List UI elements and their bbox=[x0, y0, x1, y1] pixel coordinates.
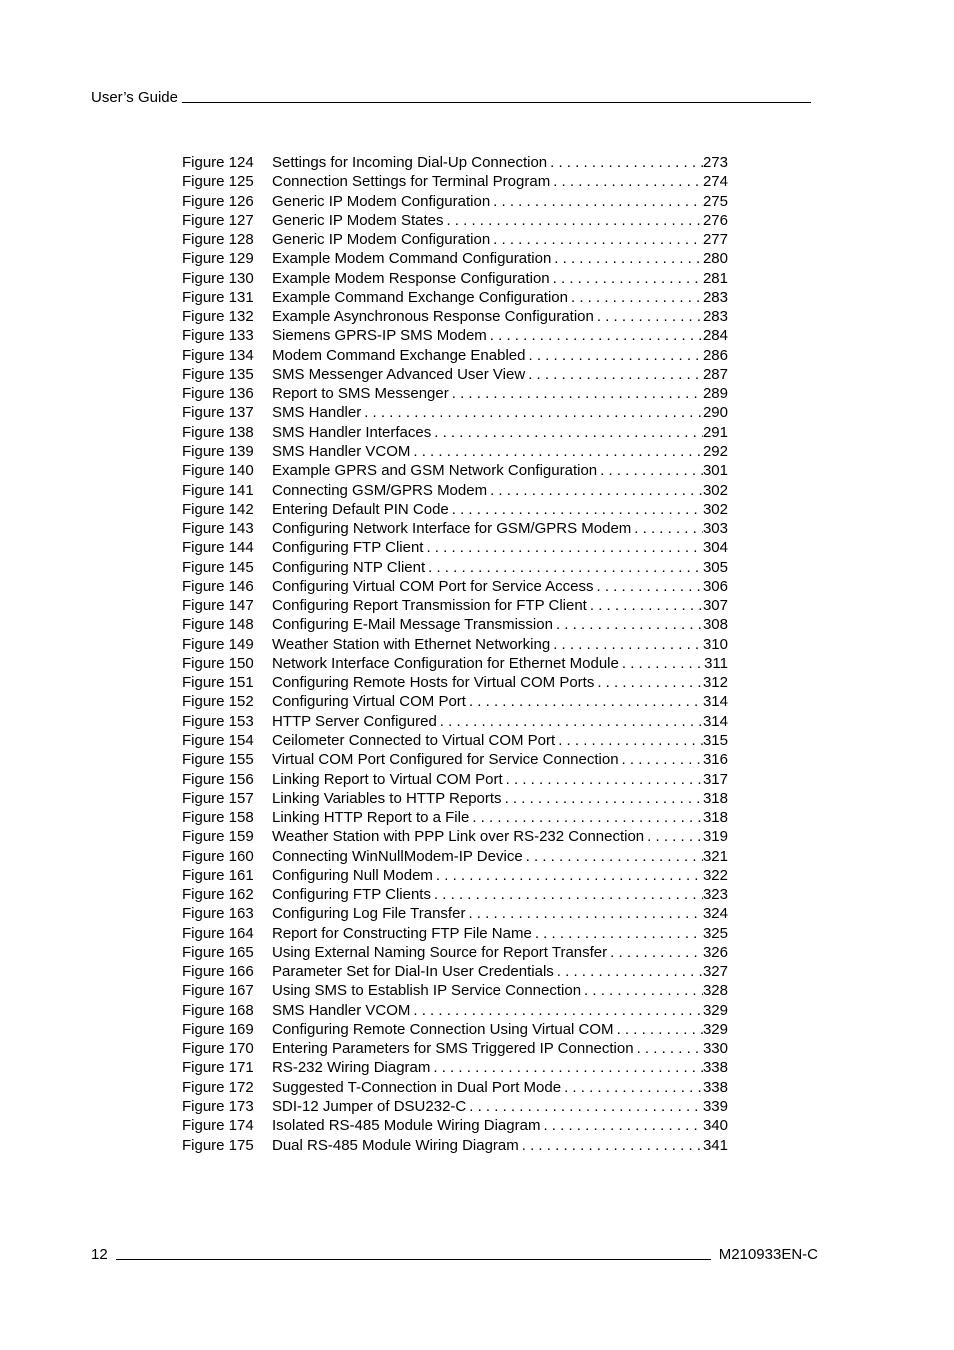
toc-dot-leader bbox=[433, 866, 703, 885]
toc-dot-leader bbox=[519, 1136, 703, 1155]
toc-entry[interactable] bbox=[182, 808, 728, 827]
toc-page-number: 340 bbox=[702, 1117, 728, 1135]
toc-dot-leader bbox=[614, 1020, 703, 1039]
toc-figure-number: Figure 175 bbox=[182, 1136, 254, 1154]
toc-dot-leader bbox=[503, 770, 703, 789]
toc-figure-title: HTTP Server Configured bbox=[272, 712, 437, 730]
toc-entry[interactable] bbox=[182, 712, 728, 731]
header-rule bbox=[182, 102, 811, 103]
toc-figure-title: RS-232 Wiring Diagram bbox=[272, 1059, 431, 1077]
toc-figure-title: Configuring Log File Transfer bbox=[272, 905, 466, 923]
toc-figure-title: Configuring Report Transmission for FTP Client bbox=[272, 597, 587, 615]
toc-figure-number: Figure 138 bbox=[182, 423, 254, 441]
toc-page-number: 276 bbox=[702, 211, 728, 229]
toc-figure-title: Example Modem Command Configuration bbox=[272, 250, 552, 268]
toc-page-number: 314 bbox=[702, 693, 728, 711]
toc-page-number: 307 bbox=[702, 597, 728, 615]
toc-dot-leader bbox=[540, 1116, 703, 1135]
toc-figure-title: Virtual COM Port Configured for Service Connection bbox=[272, 751, 619, 769]
toc-figure-number: Figure 126 bbox=[182, 192, 254, 210]
toc-figure-title: SMS Messenger Advanced User View bbox=[272, 365, 526, 383]
toc-page-number: 338 bbox=[702, 1078, 728, 1096]
toc-page-number: 292 bbox=[702, 442, 728, 460]
toc-figure-title: Configuring NTP Client bbox=[272, 558, 426, 576]
toc-figure-number: Figure 132 bbox=[182, 308, 254, 326]
toc-figure-title: Report to SMS Messenger bbox=[272, 385, 449, 403]
toc-figure-title: Entering Parameters for SMS Triggered IP Connection bbox=[272, 1040, 634, 1058]
toc-dot-leader bbox=[523, 847, 703, 866]
toc-page-number: 274 bbox=[702, 173, 728, 191]
toc-figure-number: Figure 160 bbox=[182, 847, 254, 865]
toc-entry[interactable] bbox=[182, 1001, 728, 1020]
toc-figure-number: Figure 151 bbox=[182, 674, 254, 692]
toc-entry[interactable] bbox=[182, 654, 728, 673]
toc-dot-leader bbox=[619, 654, 704, 673]
toc-figure-number: Figure 159 bbox=[182, 828, 254, 846]
toc-page-number: 339 bbox=[702, 1098, 728, 1116]
toc-page-number: 305 bbox=[702, 558, 728, 576]
toc-dot-leader bbox=[443, 211, 703, 230]
toc-figure-number: Figure 157 bbox=[182, 789, 254, 807]
toc-page-number: 314 bbox=[702, 712, 728, 730]
toc-entry[interactable] bbox=[182, 981, 728, 1000]
toc-dot-leader bbox=[532, 924, 703, 943]
toc-page-number: 321 bbox=[702, 847, 728, 865]
toc-dot-leader bbox=[597, 461, 703, 480]
toc-figure-number: Figure 155 bbox=[182, 751, 254, 769]
toc-page-number: 311 bbox=[704, 654, 728, 672]
toc-page-number: 301 bbox=[702, 462, 728, 480]
toc-entry[interactable] bbox=[182, 288, 728, 307]
toc-figure-number: Figure 171 bbox=[182, 1059, 254, 1077]
toc-figure-title: Ceilometer Connected to Virtual COM Port bbox=[272, 731, 556, 749]
toc-figure-number: Figure 137 bbox=[182, 404, 254, 422]
toc-dot-leader bbox=[554, 962, 703, 981]
toc-dot-leader bbox=[410, 442, 703, 461]
toc-entry[interactable] bbox=[182, 384, 728, 403]
toc-figure-title: Configuring E-Mail Message Transmission bbox=[272, 616, 553, 634]
toc-page-number: 327 bbox=[702, 963, 728, 981]
toc-entry[interactable] bbox=[182, 904, 728, 923]
toc-dot-leader bbox=[547, 153, 703, 172]
toc-dot-leader bbox=[594, 577, 703, 596]
toc-dot-leader bbox=[465, 904, 703, 923]
toc-figure-title: Example Command Exchange Configuration bbox=[272, 288, 568, 306]
toc-figure-number: Figure 165 bbox=[182, 943, 254, 961]
toc-figure-number: Figure 124 bbox=[182, 154, 254, 171]
toc-dot-leader bbox=[594, 307, 703, 326]
toc-figure-number: Figure 156 bbox=[182, 770, 254, 788]
toc-figure-title: Connecting GSM/GPRS Modem bbox=[272, 481, 488, 499]
toc-entry[interactable] bbox=[182, 847, 728, 866]
toc-entry[interactable] bbox=[182, 1116, 728, 1135]
toc-entry[interactable] bbox=[182, 770, 728, 789]
toc-dot-leader bbox=[469, 808, 703, 827]
toc-entry[interactable] bbox=[182, 365, 728, 384]
toc-figure-title: Parameter Set for Dial-In User Credentials bbox=[272, 963, 554, 981]
toc-figure-number: Figure 152 bbox=[182, 693, 254, 711]
toc-page-number: 287 bbox=[702, 365, 728, 383]
toc-dot-leader bbox=[631, 519, 703, 538]
toc-entry[interactable] bbox=[182, 519, 728, 538]
toc-figure-title: Configuring Null Modem bbox=[272, 866, 433, 884]
toc-page-number: 312 bbox=[702, 674, 728, 692]
header-title: User’s Guide bbox=[91, 89, 178, 106]
toc-dot-leader bbox=[431, 423, 703, 442]
toc-figure-title: Configuring FTP Clients bbox=[272, 886, 431, 904]
toc-dot-leader bbox=[423, 538, 703, 557]
toc-dot-leader bbox=[449, 500, 703, 519]
toc-dot-leader bbox=[466, 1097, 703, 1116]
toc-figure-title: Isolated RS-485 Module Wiring Diagram bbox=[272, 1117, 541, 1135]
toc-figure-title: Entering Default PIN Code bbox=[272, 500, 449, 518]
toc-figure-number: Figure 142 bbox=[182, 500, 254, 518]
toc-figure-title: Dual RS-485 Module Wiring Diagram bbox=[272, 1136, 519, 1154]
toc-dot-leader bbox=[525, 365, 703, 384]
toc-figure-title: Network Interface Configuration for Ethernet Module bbox=[272, 654, 619, 672]
toc-figure-number: Figure 136 bbox=[182, 385, 254, 403]
toc-figure-title: SMS Handler VCOM bbox=[272, 442, 411, 460]
toc-dot-leader bbox=[449, 384, 703, 403]
toc-page-number: 326 bbox=[702, 943, 728, 961]
toc-page-number: 324 bbox=[702, 905, 728, 923]
toc-figure-number: Figure 143 bbox=[182, 520, 254, 538]
toc-entry[interactable] bbox=[182, 1078, 728, 1097]
footer-page-number: 12 bbox=[91, 1246, 108, 1263]
toc-entry[interactable] bbox=[182, 307, 728, 326]
toc-dot-leader bbox=[594, 673, 703, 692]
toc-page-number: 318 bbox=[702, 789, 728, 807]
toc-figure-number: Figure 163 bbox=[182, 905, 254, 923]
toc-entry[interactable] bbox=[182, 789, 728, 808]
toc-figure-title: Modem Command Exchange Enabled bbox=[272, 346, 526, 364]
toc-figure-number: Figure 164 bbox=[182, 924, 254, 942]
toc-page-number: 322 bbox=[702, 866, 728, 884]
toc-dot-leader bbox=[466, 692, 703, 711]
toc-figure-title: Configuring Remote Connection Using Virtual COM bbox=[272, 1020, 614, 1038]
toc-entry[interactable] bbox=[182, 924, 728, 943]
toc-dot-leader bbox=[634, 1039, 703, 1058]
toc-page-number: 323 bbox=[702, 886, 728, 904]
toc-figure-title: Configuring FTP Client bbox=[272, 539, 424, 557]
toc-dot-leader bbox=[555, 731, 703, 750]
toc-entry[interactable] bbox=[182, 230, 728, 249]
toc-page-number: 290 bbox=[702, 404, 728, 422]
toc-dot-leader bbox=[410, 1001, 703, 1020]
toc-figure-number: Figure 129 bbox=[182, 250, 254, 268]
toc-dot-leader bbox=[425, 558, 703, 577]
toc-dot-leader bbox=[525, 346, 702, 365]
toc-entry[interactable] bbox=[182, 1136, 728, 1155]
toc-figure-title: Linking Report to Virtual COM Port bbox=[272, 770, 503, 788]
toc-figure-title: Connection Settings for Terminal Program bbox=[272, 173, 551, 191]
toc-dot-leader bbox=[581, 981, 703, 1000]
toc-figure-number: Figure 154 bbox=[182, 731, 254, 749]
toc-figure-title: Generic IP Modem Configuration bbox=[272, 231, 491, 249]
toc-page-number: 317 bbox=[702, 770, 728, 788]
toc-entry[interactable] bbox=[182, 596, 728, 615]
toc-dot-leader bbox=[553, 615, 703, 634]
toc-dot-leader bbox=[487, 481, 703, 500]
toc-entry[interactable] bbox=[182, 442, 728, 461]
toc-figure-title: Configuring Virtual COM Port for Service Access bbox=[272, 577, 594, 595]
toc-figure-number: Figure 167 bbox=[182, 982, 254, 1000]
toc-figure-number: Figure 161 bbox=[182, 866, 254, 884]
toc-figure-number: Figure 130 bbox=[182, 269, 254, 287]
toc-entry[interactable] bbox=[182, 346, 728, 365]
toc-entry[interactable] bbox=[182, 692, 728, 711]
toc-page-number: 273 bbox=[702, 154, 728, 171]
toc-page-number: 303 bbox=[702, 520, 728, 538]
toc-figure-title: Using External Naming Source for Report Transfer bbox=[272, 943, 608, 961]
toc-figure-number: Figure 173 bbox=[182, 1098, 254, 1116]
toc-figure-number: Figure 146 bbox=[182, 577, 254, 595]
toc-figure-title: Generic IP Modem States bbox=[272, 211, 444, 229]
toc-figure-title: SDI-12 Jumper of DSU232-C bbox=[272, 1098, 467, 1116]
toc-entry[interactable] bbox=[182, 403, 728, 422]
toc-entry[interactable] bbox=[182, 866, 728, 885]
toc-dot-leader bbox=[619, 750, 703, 769]
toc-entry[interactable] bbox=[182, 635, 728, 654]
toc-figure-title: Weather Station with PPP Link over RS-232 Connection bbox=[272, 828, 645, 846]
toc-page-number: 310 bbox=[702, 635, 728, 653]
toc-entry[interactable] bbox=[182, 577, 728, 596]
toc-entry[interactable] bbox=[182, 153, 728, 172]
toc-page-number: 286 bbox=[702, 346, 728, 364]
toc-entry[interactable] bbox=[182, 500, 728, 519]
toc-entry[interactable] bbox=[182, 423, 728, 442]
page-footer bbox=[91, 1243, 818, 1263]
toc-figure-number: Figure 166 bbox=[182, 963, 254, 981]
toc-figure-title: Using SMS to Establish IP Service Connection bbox=[272, 982, 582, 1000]
toc-figure-title: Example Asynchronous Response Configuration bbox=[272, 308, 594, 326]
toc-figure-number: Figure 140 bbox=[182, 462, 254, 480]
toc-figure-number: Figure 148 bbox=[182, 616, 254, 634]
toc-dot-leader bbox=[561, 1078, 703, 1097]
toc-page-number: 315 bbox=[702, 731, 728, 749]
toc-figure-number: Figure 147 bbox=[182, 597, 254, 615]
toc-page-number: 277 bbox=[702, 231, 728, 249]
toc-entry[interactable] bbox=[182, 481, 728, 500]
toc-page-number: 308 bbox=[702, 616, 728, 634]
toc-page-number: 325 bbox=[702, 924, 728, 942]
toc-dot-leader bbox=[490, 230, 703, 249]
toc-figure-number: Figure 135 bbox=[182, 365, 254, 383]
toc-figure-number: Figure 153 bbox=[182, 712, 254, 730]
toc-figure-title: Suggested T-Connection in Dual Port Mode bbox=[272, 1078, 562, 1096]
footer-rule bbox=[116, 1259, 711, 1260]
toc-figure-title: Report for Constructing FTP File Name bbox=[272, 924, 532, 942]
toc-entry[interactable] bbox=[182, 192, 728, 211]
toc-page-number: 319 bbox=[702, 828, 728, 846]
toc-page-number: 283 bbox=[702, 288, 728, 306]
toc-entry[interactable] bbox=[182, 731, 728, 750]
toc-entry[interactable] bbox=[182, 827, 728, 846]
toc-page-number: 281 bbox=[702, 269, 728, 287]
toc-figure-title: Example Modem Response Configuration bbox=[272, 269, 550, 287]
toc-figure-title: Siemens GPRS-IP SMS Modem bbox=[272, 327, 487, 345]
toc-dot-leader bbox=[607, 943, 703, 962]
toc-entry[interactable] bbox=[182, 1097, 728, 1116]
toc-entry[interactable] bbox=[182, 558, 728, 577]
toc-figure-number: Figure 131 bbox=[182, 288, 254, 306]
toc-figure-number: Figure 168 bbox=[182, 1001, 254, 1019]
toc-page-number: 329 bbox=[702, 1020, 728, 1038]
toc-figure-title: Configuring Network Interface for GSM/GPRS Modem bbox=[272, 520, 632, 538]
toc-dot-leader bbox=[550, 269, 703, 288]
toc-entry[interactable] bbox=[182, 249, 728, 268]
toc-page-number: 341 bbox=[702, 1136, 728, 1154]
toc-entry[interactable] bbox=[182, 615, 728, 634]
toc-figure-title: Weather Station with Ethernet Networking bbox=[272, 635, 551, 653]
toc-figure-number: Figure 149 bbox=[182, 635, 254, 653]
toc-figure-title: Configuring Virtual COM Port bbox=[272, 693, 466, 711]
toc-figure-title: SMS Handler VCOM bbox=[272, 1001, 411, 1019]
toc-dot-leader bbox=[587, 596, 703, 615]
toc-figure-number: Figure 170 bbox=[182, 1040, 254, 1058]
toc-figure-number: Figure 169 bbox=[182, 1020, 254, 1038]
toc-entry[interactable] bbox=[182, 461, 728, 480]
toc-page-number: 318 bbox=[702, 809, 728, 827]
toc-figure-number: Figure 133 bbox=[182, 327, 254, 345]
toc-figure-number: Figure 174 bbox=[182, 1117, 254, 1135]
toc-page-number: 289 bbox=[702, 385, 728, 403]
toc-figure-number: Figure 127 bbox=[182, 211, 254, 229]
toc-page-number: 316 bbox=[702, 751, 728, 769]
toc-page-number: 302 bbox=[702, 500, 728, 518]
toc-page-number: 329 bbox=[702, 1001, 728, 1019]
toc-figure-number: Figure 158 bbox=[182, 809, 254, 827]
toc-figure-number: Figure 125 bbox=[182, 173, 254, 191]
toc-page-number: 280 bbox=[702, 250, 728, 268]
toc-dot-leader bbox=[487, 326, 703, 345]
toc-entry[interactable] bbox=[182, 211, 728, 230]
toc-page-number: 302 bbox=[702, 481, 728, 499]
toc-page-number: 291 bbox=[702, 423, 728, 441]
toc-page-number: 275 bbox=[702, 192, 728, 210]
toc-page-number: 306 bbox=[702, 577, 728, 595]
toc-figure-title: Connecting WinNullModem-IP Device bbox=[272, 847, 523, 865]
toc-figure-title: Generic IP Modem Configuration bbox=[272, 192, 491, 210]
toc-dot-leader bbox=[431, 885, 703, 904]
toc-page-number: 283 bbox=[702, 308, 728, 326]
toc-entry[interactable] bbox=[182, 1039, 728, 1058]
toc-dot-leader bbox=[568, 288, 703, 307]
toc-figure-title: Linking Variables to HTTP Reports bbox=[272, 789, 502, 807]
toc-figure-number: Figure 172 bbox=[182, 1078, 254, 1096]
toc-entry[interactable] bbox=[182, 1020, 728, 1039]
toc-figure-number: Figure 150 bbox=[182, 654, 254, 672]
toc-dot-leader bbox=[490, 192, 703, 211]
page-header bbox=[91, 86, 811, 106]
toc-dot-leader bbox=[550, 172, 703, 191]
toc-entry[interactable] bbox=[182, 326, 728, 345]
toc-entry[interactable] bbox=[182, 962, 728, 981]
toc-dot-leader bbox=[430, 1058, 703, 1077]
toc-figure-title: Example GPRS and GSM Network Configuration bbox=[272, 462, 598, 480]
toc-entry[interactable] bbox=[182, 172, 728, 191]
toc-entry[interactable] bbox=[182, 269, 728, 288]
toc-page-number: 330 bbox=[702, 1040, 728, 1058]
toc-page-number: 338 bbox=[702, 1059, 728, 1077]
toc-figure-title: SMS Handler Interfaces bbox=[272, 423, 432, 441]
footer-doc-code: M210933EN-C bbox=[718, 1246, 818, 1263]
toc-figure-number: Figure 134 bbox=[182, 346, 254, 364]
toc-dot-leader bbox=[644, 827, 703, 846]
toc-page-number: 328 bbox=[702, 982, 728, 1000]
toc-dot-leader bbox=[361, 403, 703, 422]
toc-figure-number: Figure 139 bbox=[182, 442, 254, 460]
toc-entry[interactable] bbox=[182, 538, 728, 557]
toc-dot-leader bbox=[437, 712, 703, 731]
toc-entry[interactable] bbox=[182, 673, 728, 692]
toc-page-number: 284 bbox=[702, 327, 728, 345]
toc-entry[interactable] bbox=[182, 1058, 728, 1077]
toc-figure-title: Linking HTTP Report to a File bbox=[272, 809, 470, 827]
toc-dot-leader bbox=[550, 635, 703, 654]
toc-figure-number: Figure 144 bbox=[182, 539, 254, 557]
toc-dot-leader bbox=[502, 789, 703, 808]
toc-entry[interactable] bbox=[182, 885, 728, 904]
list-of-figures bbox=[182, 153, 728, 1155]
toc-figure-number: Figure 162 bbox=[182, 886, 254, 904]
toc-dot-leader bbox=[551, 249, 703, 268]
toc-entry[interactable] bbox=[182, 750, 728, 769]
toc-figure-title: Configuring Remote Hosts for Virtual COM Ports bbox=[272, 674, 595, 692]
toc-figure-title: SMS Handler bbox=[272, 404, 362, 422]
toc-figure-number: Figure 145 bbox=[182, 558, 254, 576]
toc-figure-number: Figure 141 bbox=[182, 481, 254, 499]
toc-entry[interactable] bbox=[182, 943, 728, 962]
toc-page-number: 304 bbox=[702, 539, 728, 557]
toc-figure-title: Settings for Incoming Dial-Up Connection bbox=[272, 154, 548, 171]
toc-figure-number: Figure 128 bbox=[182, 231, 254, 249]
